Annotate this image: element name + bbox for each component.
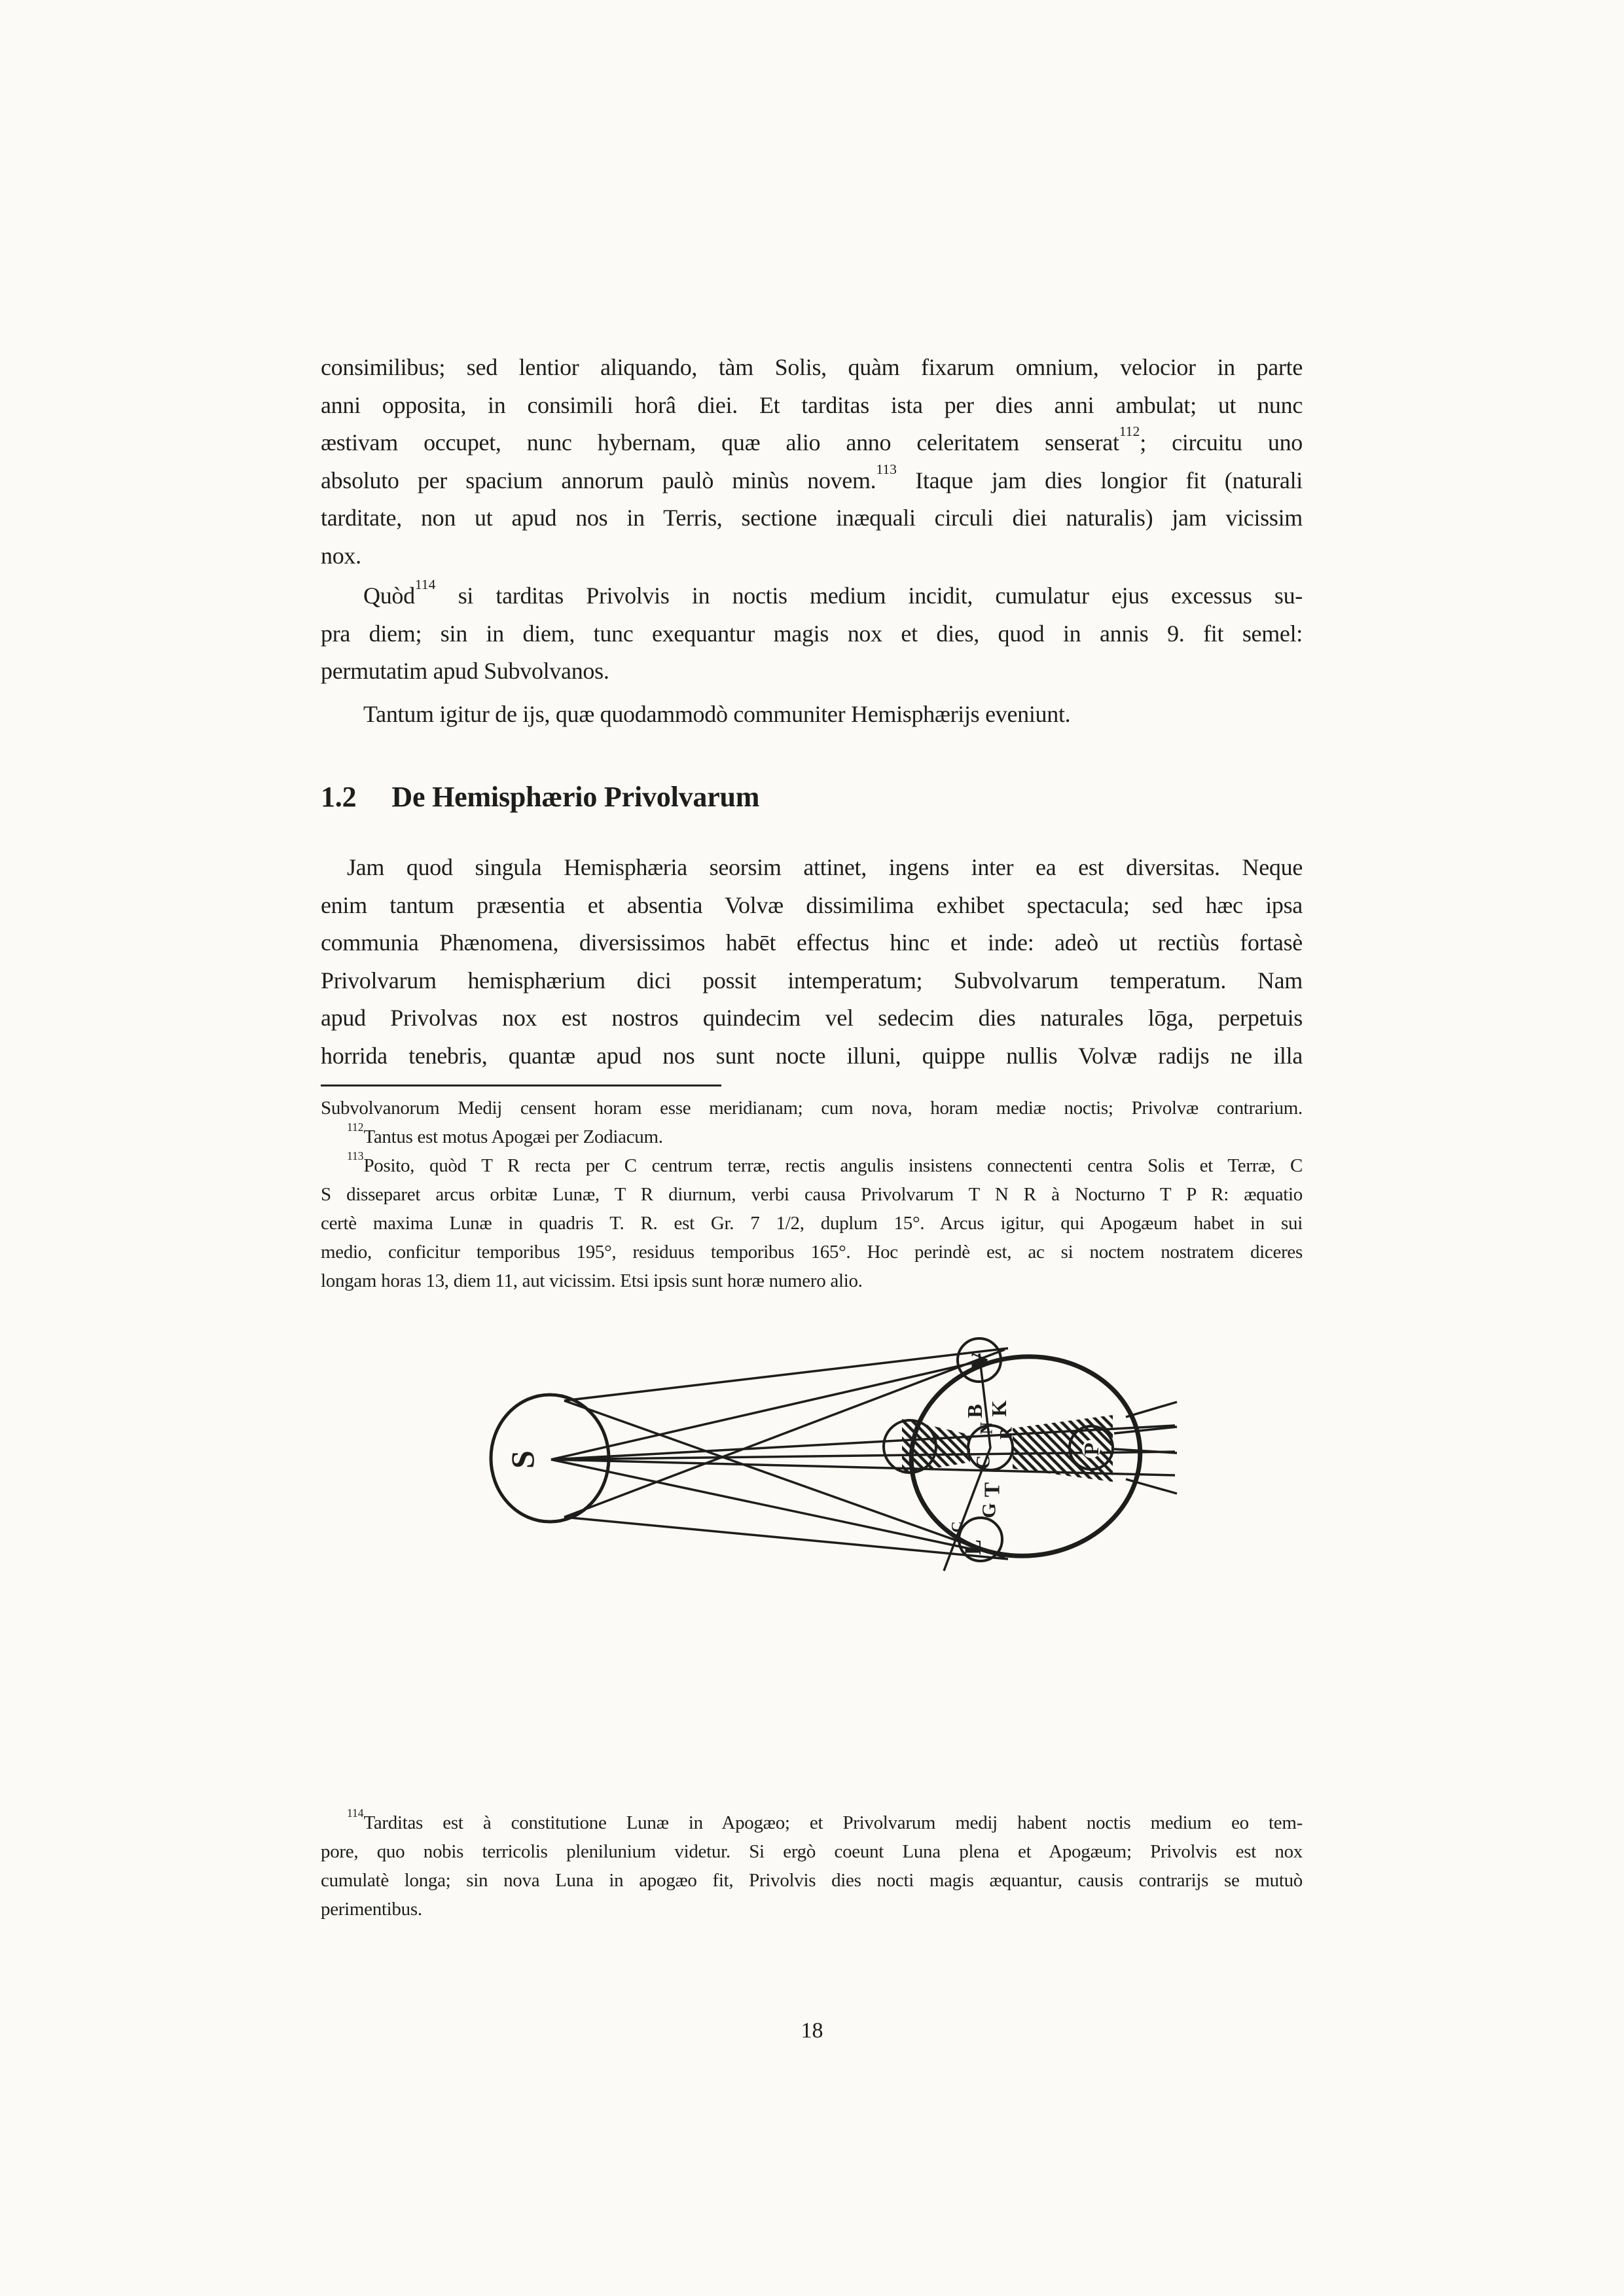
figure-label-v: V [966,1352,992,1369]
text-line: $^{113}$Posito, quòd T R recta per C centrum terræ, rectis angulis insistens connectenti centra Solis et Terræ, C [347,1149,1303,1176]
text-line: apud Privolvas nox est nostros quindecim vel sedecim dies naturales lōga, perpetuis [321,1005,1303,1031]
para-3 [321,696,1303,734]
section-number: 1.2 [321,781,357,813]
footnote-continuation [321,1094,1303,1122]
text-line: $^{114}$Tarditas est à constitutione Lunæ in Apogæo; et Privolvarum medij habent noctis medium eo tem- [347,1806,1303,1833]
footnote-114 [321,1808,1303,1924]
text-line: æstivam occupet, nunc hybernam, quæ alio anno celeritatem senserat$^{112}$; circuitu uno [321,423,1303,456]
figure-label-c: C [949,1521,966,1533]
text-line: Jam quod singula Hemisphæria seorsim attinet, ingens inter ea est diversitas. Neque [347,854,1303,880]
text-line: S disseparet arcus orbitæ Lunæ, T R diurnum, verbi causa Privolvarum T N R à Nocturno T P R: æquatio [321,1184,1303,1205]
text-line: perimentibus. [321,1899,422,1920]
figure-label-n: N [977,1422,996,1435]
text-line: medio, conficitur temporibus 195°, residuus temporibus 165°. Hoc perindè est, ac si noctem nostratem diceres [321,1242,1303,1263]
figure-label-k: K [987,1400,1011,1417]
text-line: enim tantum præsentia et absentia Volvæ dissimilima exhibet spectacula; sed hæc ipsa [321,891,1303,918]
text-line: horrida tenebris, quantæ apud nos sunt nocte illuni, quippe nullis Volvæ radijs ne illa [321,1042,1303,1069]
figure-label-c: C [972,1455,994,1469]
para-2 [321,577,1303,691]
text-line: longam horas 13, diem 11, aut vicissim. Etsi ipsis sunt horæ numero alio. [321,1270,863,1291]
para-4 [321,849,1303,1075]
text-line: permutatim apud Subvolvanos. [321,658,609,684]
text-line: Subvolvanorum Medij censent horam esse meridianam; cum nova, horam mediæ noctis; Privolvæ contrarium. [321,1098,1303,1119]
text-line: Quòd$^{114}$ si tarditas Privolvis in noctis medium incidit, cumulatur ejus excessus su- [363,577,1303,609]
figure-label-p: P [1079,1443,1103,1456]
figure-label-g: G [978,1503,1000,1518]
text-line: anni opposita, in consimili horâ diei. Et tarditas ista per dies anni ambulat; ut nunc [321,391,1303,418]
footnote-rule [321,1085,721,1086]
text-line: pra diem; sin in diem, tunc exequantur magis nox et dies, quod in annis 9. fit semel: [321,620,1303,647]
figure-label-l: L [960,1539,986,1556]
text-line: absoluto per spacium annorum paulò minùs novem.$^{113}$ Itaque jam dies longior fit (naturali [321,461,1303,493]
text-line: Tantum igitur de ijs, quæ quodammodò communiter Hemisphærijs eveniunt. [363,701,1071,727]
figure-label-t: T [980,1482,1005,1498]
text-line: communia Phænomena, diversissimos habēt effectus hinc et inde: adeò ut rectiùs fortasè [321,929,1303,956]
text-line: certè maxima Lunæ in quadris T. R. est Gr. 7 1/2, duplum 15°. Arcus igitur, qui Apogæum habet in sui [321,1213,1303,1234]
para-1 [321,349,1303,575]
text-line: pore, quo nobis terricolis plenilunium videtur. Si ergò coeunt Luna plena et Apogæum; Privolvis est nox [321,1841,1303,1862]
figure-label-b: B [963,1404,986,1418]
footnote-113 [321,1151,1303,1295]
text-line: Privolvarum hemisphærium dici possit intemperatum; Subvolvarum temperatum. Nam [321,967,1303,994]
text-line: cumulatè longa; sin nova Luna in apogæo fit, Privolvis dies nocti magis æquantur, causis contrarijs se mutuò [321,1870,1303,1891]
section-title: De Hemisphærio Privolvarum [391,781,760,813]
section-heading [321,778,1303,816]
page-number: 18 [801,2018,823,2043]
text-line: $^{112}$Tantus est motus Apogæi per Zodiacum. [347,1121,663,1147]
figure-label-s: S [504,1450,541,1469]
eclipse-diagram-figure [452,1335,1178,1577]
eclipse-diagram-svg [452,1335,1178,1577]
text-line: nox. [321,542,361,569]
figure-label-r: R [996,1427,1016,1440]
footnote-112 [321,1122,1303,1151]
text-line: consimilibus; sed lentior aliquando, tàm Solis, quàm fixarum omnium, velocior in parte [321,354,1303,380]
text-line: tarditate, non ut apud nos in Terris, sectione inæquali circuli diei naturalis) jam vicissim [321,505,1303,531]
